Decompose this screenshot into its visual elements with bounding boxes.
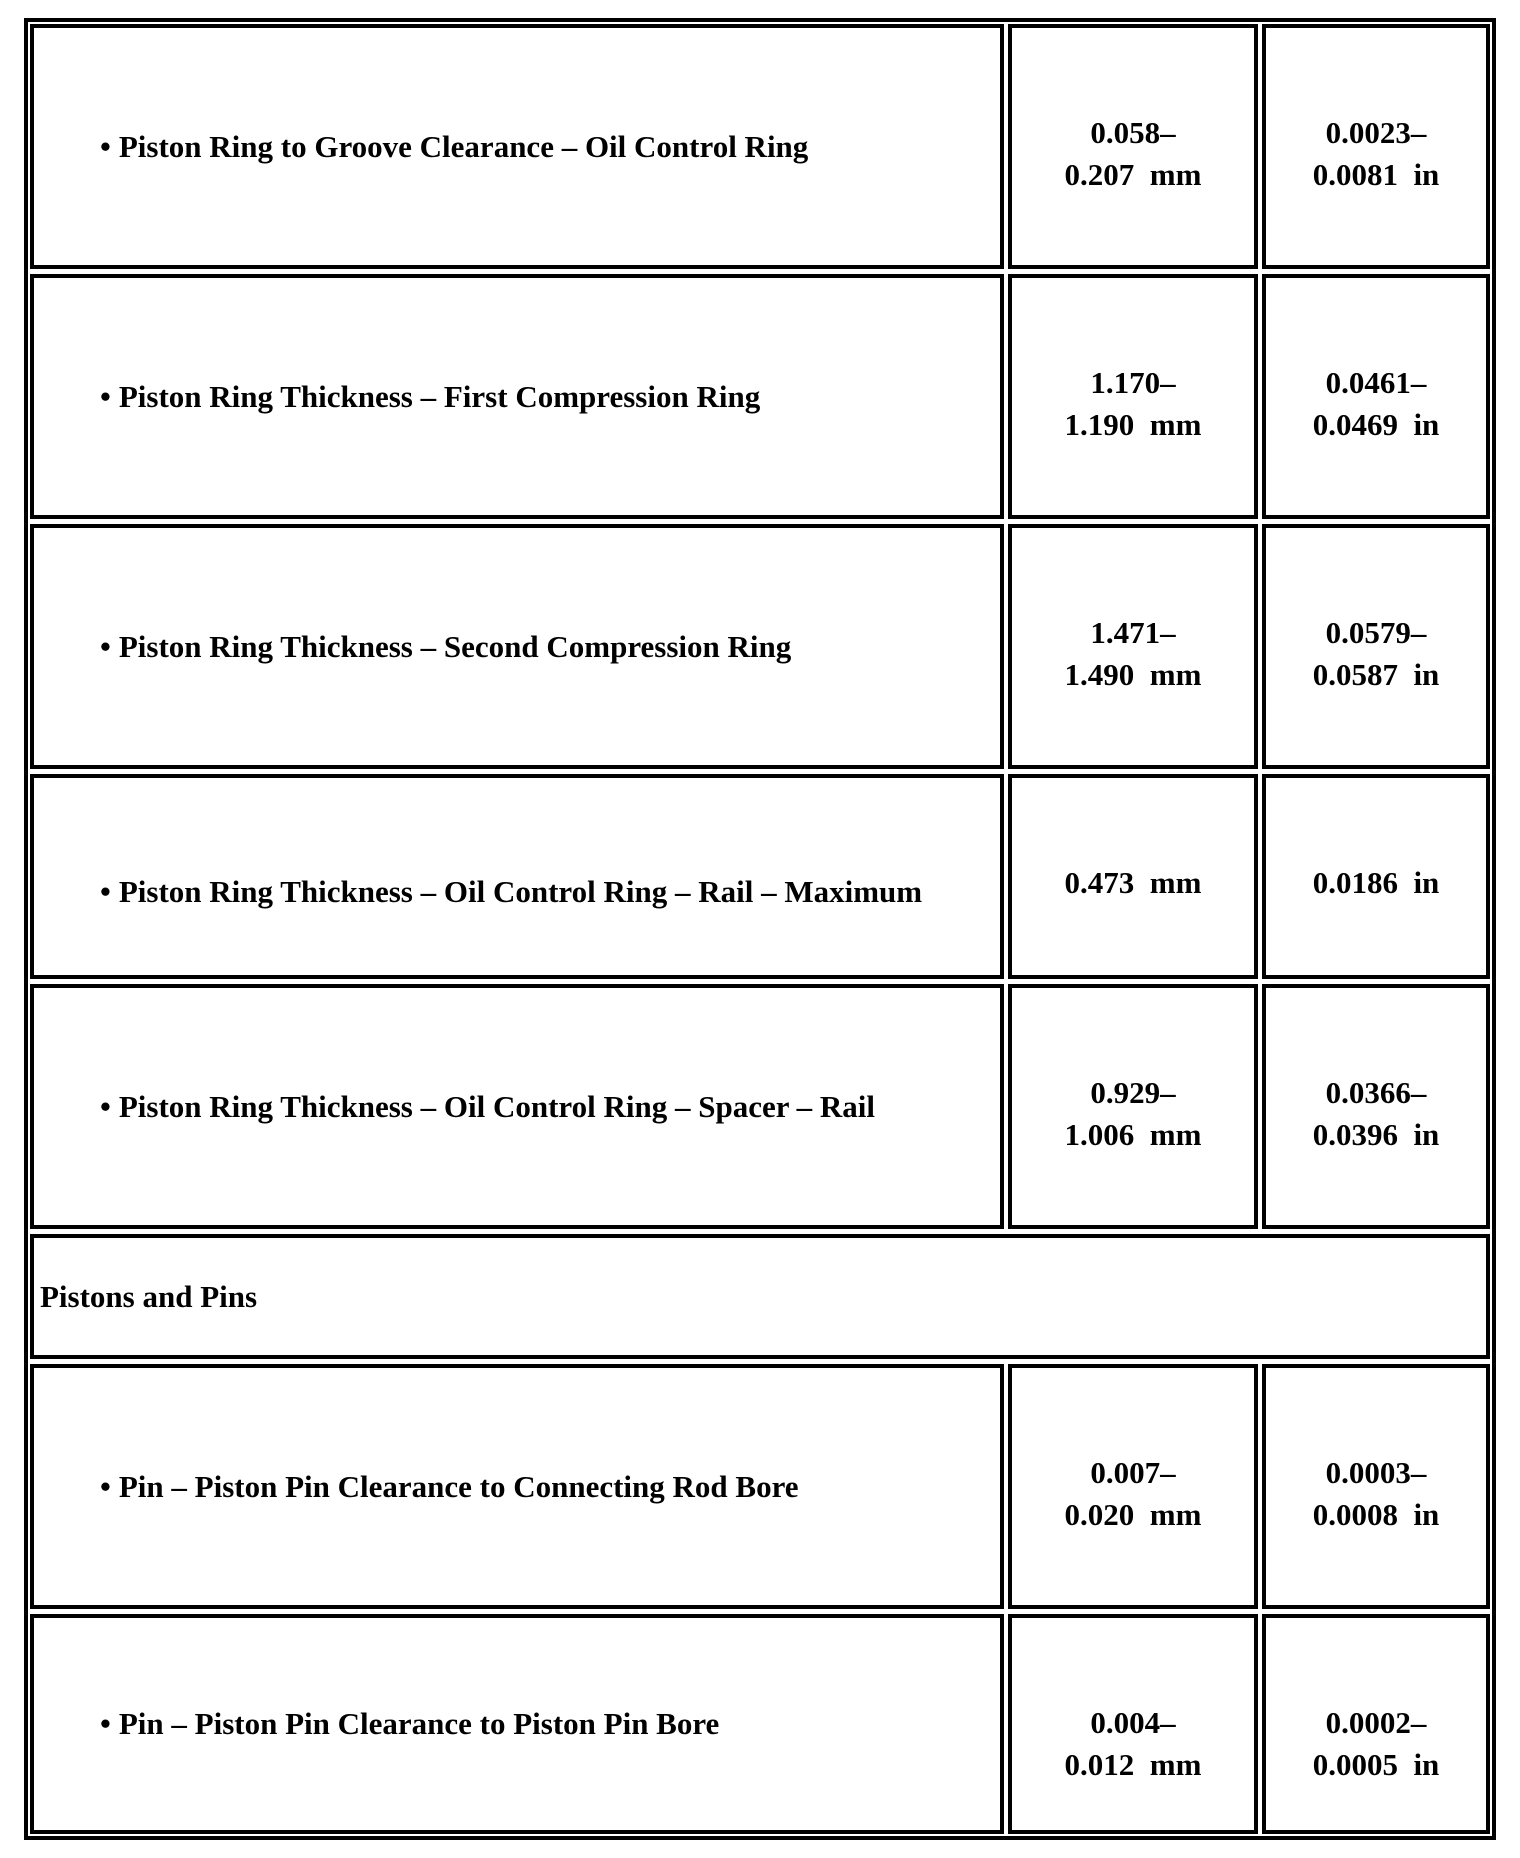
row-description-text: Pin – Piston Pin Clearance to Connecting Rod Bore [118,1468,799,1504]
table-row-description [30,274,1004,519]
imperial-value: 0.0002– 0.0005 in [1262,1614,1490,1834]
bullet: • [100,873,111,909]
row-description-text: Piston Ring to Groove Clearance – Oil Control Ring [118,128,809,164]
bullet: • [100,1088,111,1124]
metric-value: 0.058– 0.207 mm [1008,24,1258,269]
imperial-value: 0.0186 in [1262,774,1490,979]
section-title: Pistons and Pins [40,1278,258,1314]
bullet: • [100,128,111,164]
metric-value: 0.004– 0.012 mm [1008,1614,1258,1834]
table-row-description [30,774,1004,979]
table-row-description [30,984,1004,1229]
bullet: • [100,1468,111,1504]
table-row-description [30,524,1004,769]
bullet: • [100,1706,111,1741]
metric-value: 1.471– 1.490 mm [1008,524,1258,769]
table-row-description [30,1364,1004,1609]
metric-value: 1.170– 1.190 mm [1008,274,1258,519]
row-description-text: Piston Ring Thickness – Oil Control Ring – Rail – Maximum [118,873,923,909]
imperial-value: 0.0579– 0.0587 in [1262,524,1490,769]
imperial-value: 0.0366– 0.0396 in [1262,984,1490,1229]
metric-value: 0.007– 0.020 mm [1008,1364,1258,1609]
section-header [30,1234,1490,1359]
row-description-text: Piston Ring Thickness – Oil Control Ring – Spacer – Rail [118,1088,876,1124]
bullet: • [100,378,111,414]
table-row-description [30,24,1004,269]
imperial-value: 0.0461– 0.0469 in [1262,274,1490,519]
bullet: • [100,628,111,664]
row-description-text: Piston Ring Thickness – Second Compression Ring [118,628,792,664]
table-row-description [30,1614,1004,1834]
imperial-value: 0.0003– 0.0008 in [1262,1364,1490,1609]
imperial-value: 0.0023– 0.0081 in [1262,24,1490,269]
metric-value: 0.929– 1.006 mm [1008,984,1258,1229]
row-description-text: Pin – Piston Pin Clearance to Piston Pin Bore [118,1706,720,1741]
metric-value: 0.473 mm [1008,774,1258,979]
row-description-text: Piston Ring Thickness – First Compression Ring [118,378,761,414]
